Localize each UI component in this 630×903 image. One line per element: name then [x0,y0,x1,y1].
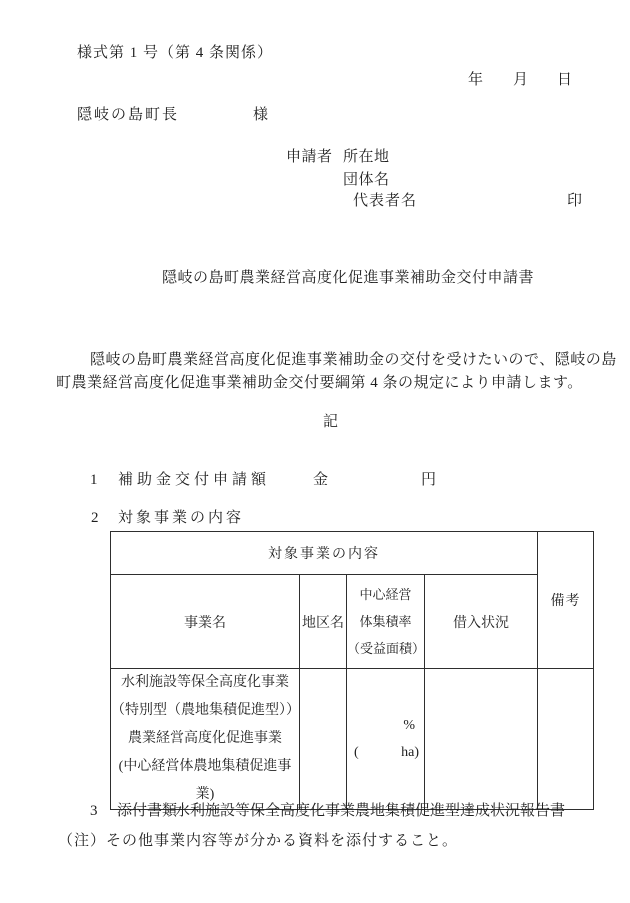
business-name-line: 農業経営高度化促進事業 [128,731,282,746]
item-2-label: 対象事業の内容 [118,510,245,526]
rate-value-cell [347,669,425,810]
remarks-header-cell: 備考 [538,532,594,669]
area-open-paren: ( [354,745,359,760]
body-line: 町農業経営高度化促進事業補助金交付要綱第 4 条の規定により申請します。 [56,375,583,391]
business-name-header-cell: 事業名 [111,575,300,669]
item-3-label: 添付書類 [117,803,178,819]
borrowing-header-cell: 借入状況 [425,575,538,669]
remarks-value-cell [538,669,594,810]
district-header-cell: 地区名 [300,575,347,669]
applicant-organization-label: 団体名 [343,172,390,188]
date-month-label: 月 [513,72,529,88]
rate-header-line: （受益面積） [347,641,426,656]
business-detail-table [110,531,594,810]
rate-percent-blank: % [403,718,415,733]
area-unit: ha) [401,745,419,760]
table-group-header: 対象事業の内容 [111,532,538,575]
applicant-label: 申請者 [286,149,333,165]
rate-header-cell [347,575,425,669]
business-name-line: 水利施設等保全高度化事業 [121,675,289,690]
note-line: （注）その他事業内容等が分かる資料を添付すること。 [58,833,459,849]
item-1-number: 1 [90,472,98,488]
business-name-line: （特別型（農地集積促進型）） [111,703,300,718]
date-day-label: 日 [557,72,573,88]
document-title: 隠岐の島町農業経営高度化促進事業補助金交付申請書 [162,270,535,286]
district-value-cell [300,669,347,810]
addressee-name: 隠岐の島町長 [77,107,180,123]
item-1-label: 補助金交付申請額 [118,472,271,488]
body-line: 隠岐の島町農業経営高度化促進事業補助金の交付を受けたいので、隠岐の島 [90,352,617,368]
ki-marker: 記 [323,414,339,430]
date-year-label: 年 [468,72,484,88]
item-2-number: 2 [91,510,99,526]
item-3-value: 水利施設等保全高度化事業農地集積促進型達成状況報告書 [175,803,566,819]
seal-mark: 印 [567,193,583,209]
rate-area-blank [347,739,424,766]
applicant-representative-label: 代表者名 [353,193,418,209]
applicant-address-label: 所在地 [343,149,390,165]
rate-header-line: 体集積率 [359,614,412,629]
amount-unit: 円 [421,472,437,488]
rate-header-line: 中心経営 [359,587,412,602]
form-number: 様式第 1 号（第 4 条関係） [77,45,274,61]
addressee-honorific: 様 [253,107,269,123]
item-3-number: 3 [90,803,98,819]
business-name-line: (中心経営体農地集積促進事業) [118,759,292,802]
amount-prefix: 金 [313,472,329,488]
borrowing-value-cell [425,669,538,810]
business-name-value-cell [111,669,300,810]
